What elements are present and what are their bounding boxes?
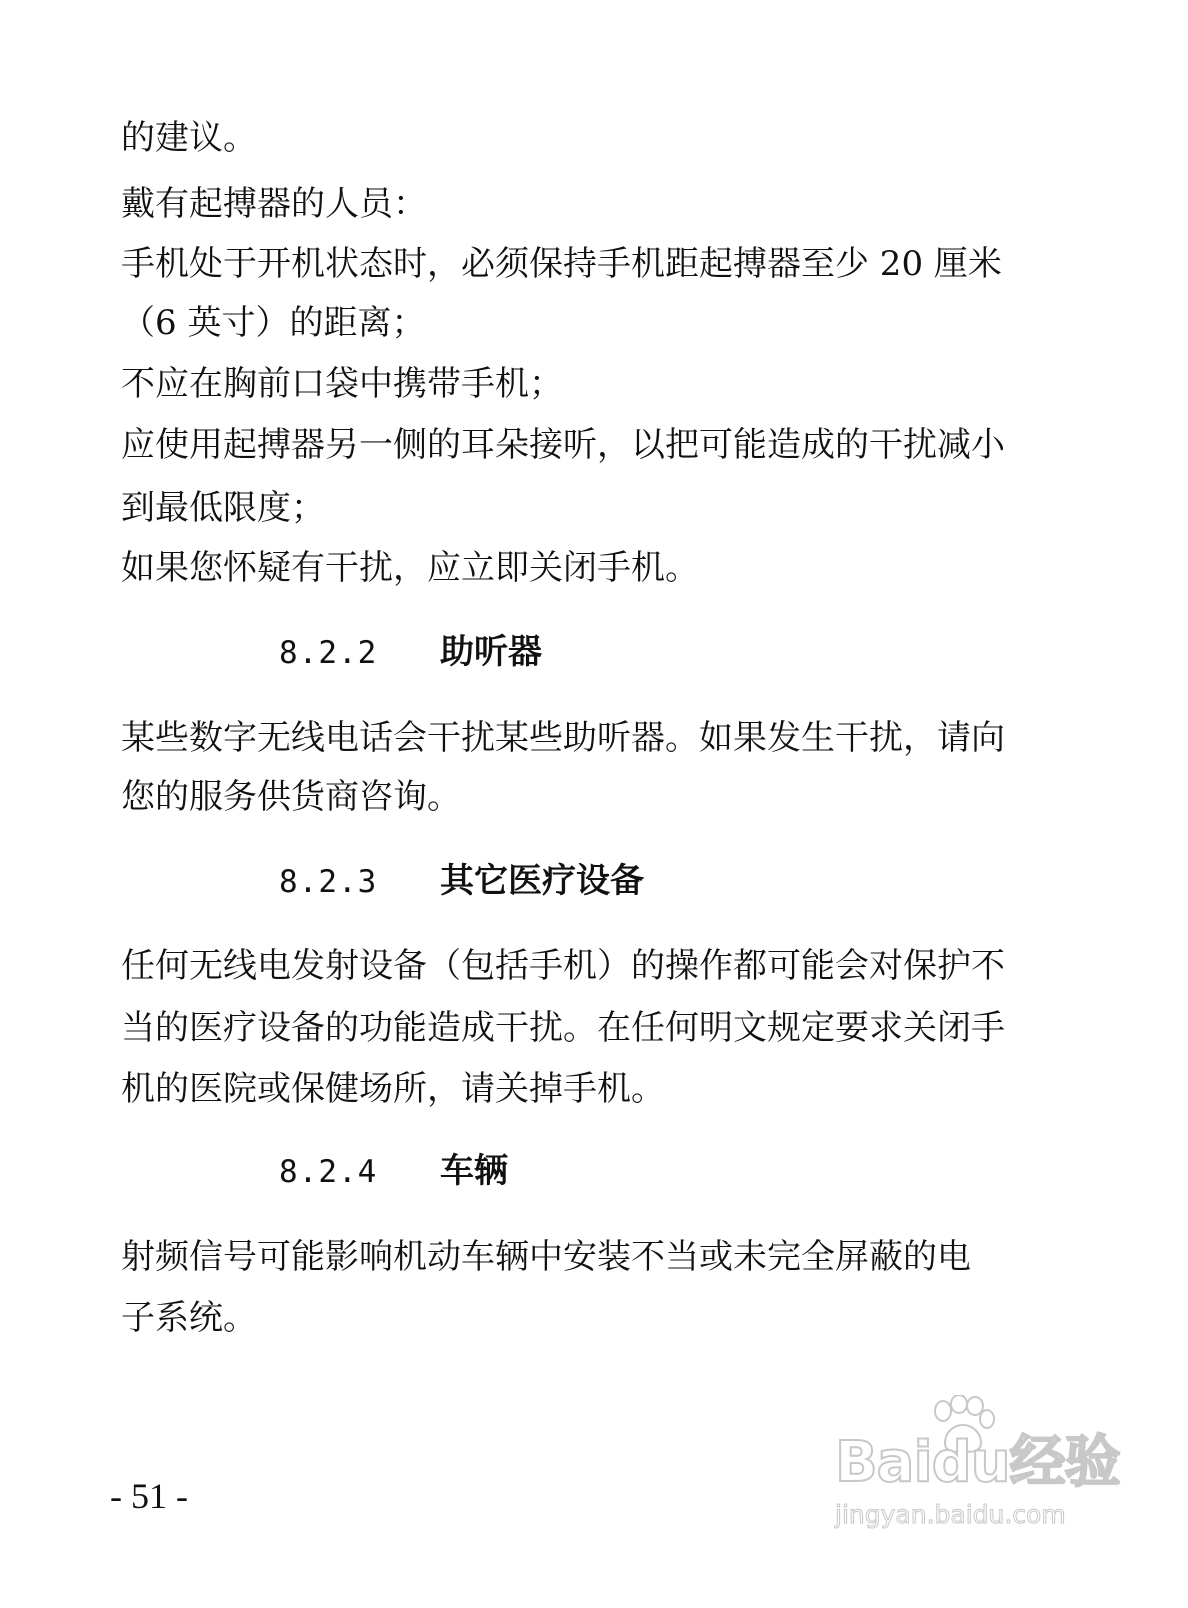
- text-line: 手机处于开机状态时，必须保持手机距起搏器至少 20 厘米: [121, 244, 1002, 284]
- section-number: 8.2.2: [279, 635, 378, 671]
- page-number: - 51 -: [110, 1476, 188, 1516]
- text-line: 到最低限度；: [121, 488, 325, 528]
- section-number: 8.2.3: [279, 864, 378, 900]
- section-number: 8.2.4: [279, 1154, 378, 1190]
- text-line: 应使用起搏器另一侧的耳朵接听，以把可能造成的干扰减小: [121, 425, 1005, 465]
- text-line: 戴有起搏器的人员：: [121, 184, 427, 224]
- section-title: 助听器: [440, 632, 542, 672]
- watermark-url: jingyan.baidu.com: [835, 1500, 1066, 1529]
- text-line: 您的服务供货商咨询。: [121, 777, 461, 817]
- text-line: 射频信号可能影响机动车辆中安装不当或未完全屏蔽的电: [121, 1237, 971, 1277]
- section-title: 车辆: [440, 1151, 508, 1191]
- baidu-watermark: [835, 1395, 1120, 1545]
- watermark-logo-text: Baidu经验: [835, 1430, 1120, 1495]
- text-line: 某些数字无线电话会干扰某些助听器。如果发生干扰，请向: [121, 718, 1005, 758]
- text-line: （6 英寸）的距离；: [121, 303, 426, 343]
- section-title: 其它医疗设备: [440, 861, 644, 901]
- text-line: 如果您怀疑有干扰，应立即关闭手机。: [121, 548, 699, 588]
- text-line: 机的医院或保健场所，请关掉手机。: [121, 1069, 665, 1109]
- text-line: 当的医疗设备的功能造成干扰。在任何明文规定要求关闭手: [121, 1008, 1005, 1048]
- text-line: 的建议。: [121, 118, 257, 158]
- text-line: 不应在胸前口袋中携带手机；: [121, 364, 563, 404]
- text-line: 任何无线电发射设备（包括手机）的操作都可能会对保护不: [121, 946, 1005, 986]
- text-line: 子系统。: [121, 1298, 257, 1338]
